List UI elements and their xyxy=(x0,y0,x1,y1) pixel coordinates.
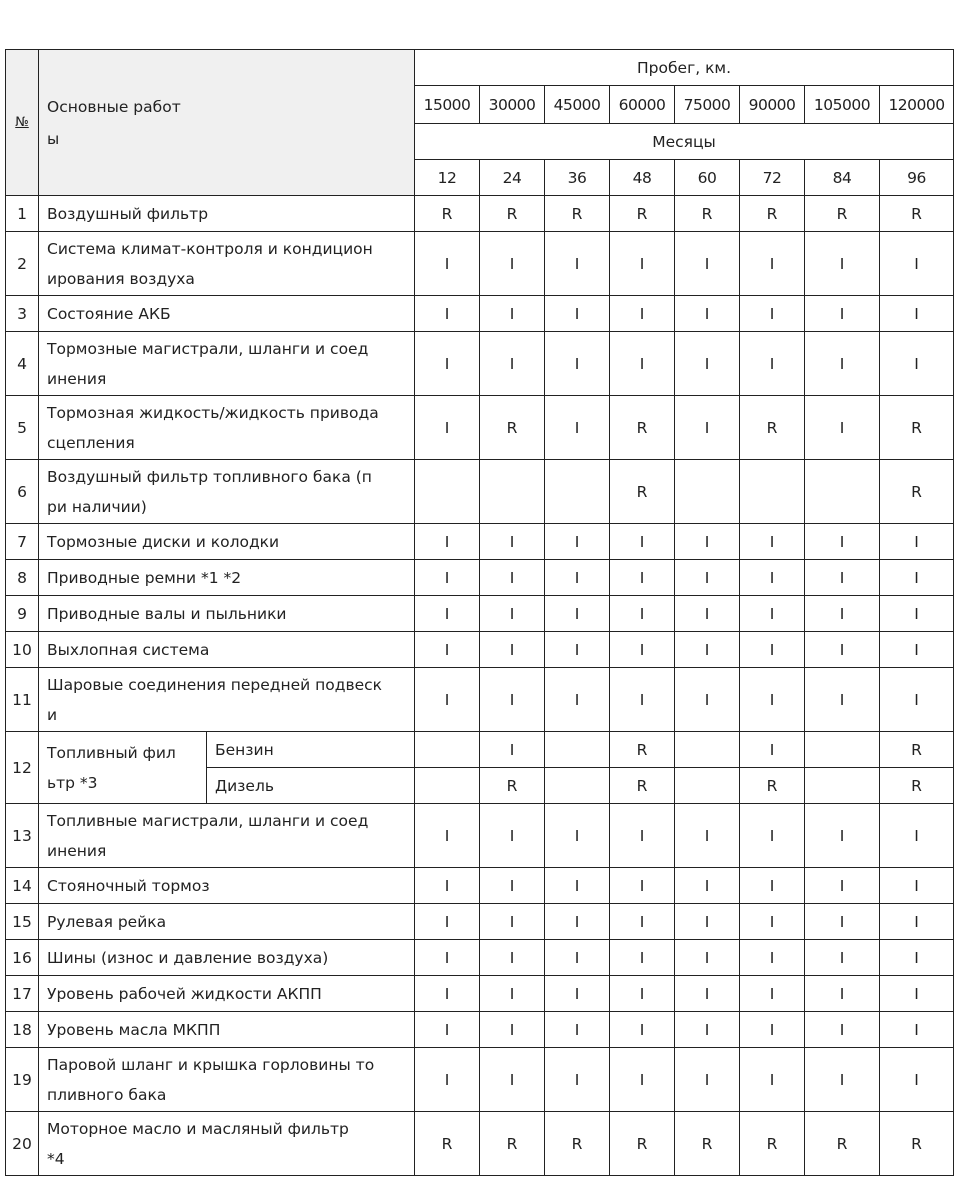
schedule-value: I xyxy=(740,976,805,1012)
schedule-value: R xyxy=(805,1112,880,1176)
schedule-value: I xyxy=(610,940,675,976)
work-name: Уровень масла МКПП xyxy=(39,1012,415,1048)
schedule-value: R xyxy=(545,196,610,232)
schedule-value: I xyxy=(740,804,805,868)
schedule-value xyxy=(675,732,740,768)
schedule-value xyxy=(675,768,740,804)
table-row xyxy=(6,332,954,396)
work-name: Паровой шланг и крышка горловины то пливного бака xyxy=(39,1048,415,1112)
table-row xyxy=(6,596,954,632)
work-name: Тормозные магистрали, шланги и соед инения xyxy=(39,332,415,396)
schedule-value: I xyxy=(740,940,805,976)
schedule-value: R xyxy=(480,396,545,460)
schedule-value: R xyxy=(880,196,954,232)
table-row xyxy=(6,460,954,524)
schedule-value: R xyxy=(740,196,805,232)
schedule-value: I xyxy=(545,596,610,632)
schedule-value xyxy=(675,460,740,524)
schedule-value: I xyxy=(880,632,954,668)
works-header xyxy=(39,50,415,196)
table-row xyxy=(6,732,954,768)
work-name: Шаровые соединения передней подвеск и xyxy=(39,668,415,732)
row-number: 18 xyxy=(6,1012,39,1048)
work-name: Система климат-контроля и кондицион ирования воздуха xyxy=(39,232,415,296)
schedule-value: I xyxy=(415,596,480,632)
schedule-value: R xyxy=(480,196,545,232)
months-col-1: 12 xyxy=(415,160,480,196)
mileage-col-7: 105000 xyxy=(805,86,880,124)
schedule-value: I xyxy=(740,1012,805,1048)
schedule-value: I xyxy=(545,524,610,560)
schedule-value: I xyxy=(545,296,610,332)
fuel-type: Дизель xyxy=(207,768,415,804)
schedule-value: R xyxy=(740,1112,805,1176)
schedule-value: I xyxy=(480,868,545,904)
schedule-value: R xyxy=(610,460,675,524)
schedule-value: I xyxy=(675,396,740,460)
number-header: № xyxy=(6,50,39,196)
schedule-value: I xyxy=(415,904,480,940)
row-number: 8 xyxy=(6,560,39,596)
schedule-value: I xyxy=(805,976,880,1012)
schedule-value xyxy=(740,460,805,524)
schedule-value: I xyxy=(610,632,675,668)
table-row xyxy=(6,196,954,232)
schedule-value: I xyxy=(545,904,610,940)
schedule-value: R xyxy=(740,768,805,804)
schedule-value: I xyxy=(610,560,675,596)
row-number: 6 xyxy=(6,460,39,524)
schedule-value: I xyxy=(480,560,545,596)
schedule-value: I xyxy=(480,732,545,768)
schedule-value: I xyxy=(740,668,805,732)
schedule-value: I xyxy=(415,396,480,460)
schedule-value xyxy=(805,732,880,768)
schedule-value: I xyxy=(740,232,805,296)
table-row xyxy=(6,1112,954,1176)
months-col-3: 36 xyxy=(545,160,610,196)
work-name: Воздушный фильтр xyxy=(39,196,415,232)
work-name: Тормозные диски и колодки xyxy=(39,524,415,560)
schedule-value xyxy=(480,460,545,524)
work-name: Тормозная жидкость/жидкость привода сцепления xyxy=(39,396,415,460)
schedule-value: I xyxy=(610,332,675,396)
schedule-value: R xyxy=(545,1112,610,1176)
work-name: Шины (износ и давление воздуха) xyxy=(39,940,415,976)
work-name: Топливные магистрали, шланги и соед инения xyxy=(39,804,415,868)
schedule-value: I xyxy=(805,560,880,596)
schedule-value: I xyxy=(480,596,545,632)
schedule-value: I xyxy=(415,940,480,976)
schedule-value: I xyxy=(415,668,480,732)
schedule-value: I xyxy=(805,632,880,668)
schedule-value: R xyxy=(880,396,954,460)
schedule-value: I xyxy=(805,668,880,732)
schedule-value: R xyxy=(880,460,954,524)
schedule-value: R xyxy=(610,1112,675,1176)
schedule-value: I xyxy=(545,232,610,296)
schedule-value: I xyxy=(675,332,740,396)
schedule-value: I xyxy=(415,232,480,296)
schedule-value: I xyxy=(610,524,675,560)
schedule-value: I xyxy=(805,396,880,460)
work-name: Уровень рабочей жидкости АКПП xyxy=(39,976,415,1012)
schedule-value: I xyxy=(415,524,480,560)
schedule-value xyxy=(545,732,610,768)
schedule-value: R xyxy=(740,396,805,460)
table-row xyxy=(6,296,954,332)
schedule-value: R xyxy=(880,768,954,804)
schedule-value: R xyxy=(880,732,954,768)
table-row xyxy=(6,632,954,668)
schedule-value: I xyxy=(545,976,610,1012)
schedule-value: I xyxy=(610,804,675,868)
schedule-value: R xyxy=(480,1112,545,1176)
schedule-value: I xyxy=(740,332,805,396)
mileage-col-6: 90000 xyxy=(740,86,805,124)
schedule-value: I xyxy=(545,560,610,596)
row-number: 10 xyxy=(6,632,39,668)
schedule-value: I xyxy=(740,904,805,940)
schedule-value: I xyxy=(805,940,880,976)
schedule-value: I xyxy=(545,632,610,668)
mileage-header: Пробег, км. xyxy=(415,50,954,86)
schedule-value: I xyxy=(675,524,740,560)
schedule-value: I xyxy=(740,596,805,632)
months-col-7: 84 xyxy=(805,160,880,196)
row-number: 19 xyxy=(6,1048,39,1112)
schedule-value: I xyxy=(880,868,954,904)
schedule-value: I xyxy=(415,296,480,332)
work-name: Приводные ремни *1 *2 xyxy=(39,560,415,596)
schedule-value xyxy=(415,460,480,524)
schedule-value: I xyxy=(415,332,480,396)
schedule-value: R xyxy=(880,1112,954,1176)
schedule-value: I xyxy=(880,524,954,560)
schedule-value: I xyxy=(880,940,954,976)
months-col-2: 24 xyxy=(480,160,545,196)
row-number: 4 xyxy=(6,332,39,396)
schedule-value: I xyxy=(740,560,805,596)
schedule-value: I xyxy=(675,668,740,732)
schedule-value: R xyxy=(610,396,675,460)
schedule-value: I xyxy=(480,1012,545,1048)
schedule-value: R xyxy=(610,732,675,768)
schedule-value: I xyxy=(480,668,545,732)
mileage-col-5: 75000 xyxy=(675,86,740,124)
table-row xyxy=(6,904,954,940)
schedule-value: I xyxy=(480,232,545,296)
schedule-value: R xyxy=(675,1112,740,1176)
schedule-value: I xyxy=(805,804,880,868)
schedule-value: I xyxy=(740,868,805,904)
schedule-value: I xyxy=(880,668,954,732)
schedule-value: I xyxy=(880,296,954,332)
work-name: Выхлопная система xyxy=(39,632,415,668)
schedule-value: I xyxy=(880,560,954,596)
schedule-value: I xyxy=(675,976,740,1012)
months-col-4: 48 xyxy=(610,160,675,196)
row-number: 14 xyxy=(6,868,39,904)
schedule-value: I xyxy=(675,296,740,332)
row-number: 17 xyxy=(6,976,39,1012)
schedule-value: I xyxy=(415,976,480,1012)
schedule-value: I xyxy=(805,868,880,904)
schedule-value: I xyxy=(805,1048,880,1112)
row-number: 11 xyxy=(6,668,39,732)
schedule-value xyxy=(415,768,480,804)
schedule-value: I xyxy=(545,804,610,868)
schedule-value: R xyxy=(480,768,545,804)
schedule-value: I xyxy=(415,1048,480,1112)
schedule-value: I xyxy=(805,1012,880,1048)
schedule-value: I xyxy=(675,560,740,596)
row-number: 20 xyxy=(6,1112,39,1176)
schedule-value: I xyxy=(545,1048,610,1112)
schedule-value: I xyxy=(740,1048,805,1112)
schedule-value: R xyxy=(415,1112,480,1176)
schedule-value: I xyxy=(880,1012,954,1048)
table-row xyxy=(6,940,954,976)
schedule-value: I xyxy=(610,1048,675,1112)
schedule-value: I xyxy=(545,868,610,904)
schedule-value: I xyxy=(545,940,610,976)
schedule-value: I xyxy=(480,632,545,668)
row-number: 5 xyxy=(6,396,39,460)
mileage-col-3: 45000 xyxy=(545,86,610,124)
table-row xyxy=(6,868,954,904)
schedule-value: I xyxy=(480,1048,545,1112)
schedule-value: I xyxy=(740,524,805,560)
months-col-8: 96 xyxy=(880,160,954,196)
schedule-value: I xyxy=(880,596,954,632)
row-number: 3 xyxy=(6,296,39,332)
schedule-value: I xyxy=(740,732,805,768)
schedule-value: I xyxy=(610,868,675,904)
schedule-value: I xyxy=(480,296,545,332)
work-name: Воздушный фильтр топливного бака (п ри наличии) xyxy=(39,460,415,524)
schedule-value: R xyxy=(610,196,675,232)
schedule-value: I xyxy=(610,296,675,332)
schedule-value: I xyxy=(880,1048,954,1112)
schedule-value: I xyxy=(415,560,480,596)
work-name: Рулевая рейка xyxy=(39,904,415,940)
schedule-value: I xyxy=(545,396,610,460)
schedule-value: I xyxy=(805,296,880,332)
row-number: 12 xyxy=(6,732,39,804)
mileage-col-2: 30000 xyxy=(480,86,545,124)
schedule-value: R xyxy=(610,768,675,804)
schedule-value: R xyxy=(675,196,740,232)
schedule-value: I xyxy=(480,904,545,940)
schedule-value: I xyxy=(610,976,675,1012)
schedule-value: I xyxy=(880,804,954,868)
table-row xyxy=(6,560,954,596)
schedule-value: I xyxy=(480,940,545,976)
schedule-value xyxy=(545,768,610,804)
schedule-value: I xyxy=(805,232,880,296)
schedule-value: I xyxy=(675,940,740,976)
table-row xyxy=(6,1048,954,1112)
work-name: Состояние АКБ xyxy=(39,296,415,332)
schedule-value: I xyxy=(675,232,740,296)
schedule-value: R xyxy=(805,196,880,232)
schedule-value: I xyxy=(675,904,740,940)
row-number: 7 xyxy=(6,524,39,560)
mileage-col-1: 15000 xyxy=(415,86,480,124)
table-row xyxy=(6,668,954,732)
table-row xyxy=(6,804,954,868)
schedule-value: I xyxy=(545,1012,610,1048)
row-number: 2 xyxy=(6,232,39,296)
schedule-value: I xyxy=(610,668,675,732)
months-col-6: 72 xyxy=(740,160,805,196)
schedule-value: I xyxy=(610,232,675,296)
schedule-value: I xyxy=(805,524,880,560)
schedule-value: R xyxy=(415,196,480,232)
table-row xyxy=(6,976,954,1012)
schedule-value: I xyxy=(675,1012,740,1048)
schedule-value: I xyxy=(880,904,954,940)
maintenance-schedule-table xyxy=(5,49,954,1176)
schedule-value: I xyxy=(880,332,954,396)
schedule-value: I xyxy=(675,804,740,868)
schedule-value xyxy=(805,460,880,524)
schedule-value: I xyxy=(675,868,740,904)
schedule-value: I xyxy=(675,632,740,668)
schedule-value: I xyxy=(480,804,545,868)
months-header: Месяцы xyxy=(415,124,954,160)
work-name: Топливный фил ьтр *3 xyxy=(39,732,207,804)
row-number: 13 xyxy=(6,804,39,868)
schedule-value: I xyxy=(740,632,805,668)
schedule-value: I xyxy=(880,976,954,1012)
schedule-value: I xyxy=(805,332,880,396)
schedule-value: I xyxy=(545,332,610,396)
row-number: 15 xyxy=(6,904,39,940)
fuel-type: Бензин xyxy=(207,732,415,768)
work-name: Стояночный тормоз xyxy=(39,868,415,904)
schedule-value: I xyxy=(675,596,740,632)
works-header-text: Основные работ ы xyxy=(47,97,181,148)
schedule-value xyxy=(805,768,880,804)
schedule-value: I xyxy=(545,668,610,732)
schedule-value xyxy=(415,732,480,768)
mileage-col-8: 120000 xyxy=(880,86,954,124)
table-row xyxy=(6,232,954,296)
table-row xyxy=(6,1012,954,1048)
work-name: Приводные валы и пыльники xyxy=(39,596,415,632)
schedule-value: I xyxy=(880,232,954,296)
schedule-value: I xyxy=(610,596,675,632)
schedule-value: I xyxy=(480,976,545,1012)
work-name: Моторное масло и масляный фильтр *4 xyxy=(39,1112,415,1176)
mileage-col-4: 60000 xyxy=(610,86,675,124)
schedule-value: I xyxy=(805,596,880,632)
schedule-value: I xyxy=(415,804,480,868)
row-number: 1 xyxy=(6,196,39,232)
table-row xyxy=(6,524,954,560)
row-number: 9 xyxy=(6,596,39,632)
schedule-value: I xyxy=(610,904,675,940)
schedule-value: I xyxy=(480,332,545,396)
schedule-value: I xyxy=(805,904,880,940)
schedule-value: I xyxy=(415,868,480,904)
schedule-value: I xyxy=(740,296,805,332)
row-number: 16 xyxy=(6,940,39,976)
schedule-value: I xyxy=(415,632,480,668)
schedule-value: I xyxy=(675,1048,740,1112)
months-col-5: 60 xyxy=(675,160,740,196)
schedule-value: I xyxy=(610,1012,675,1048)
schedule-value xyxy=(545,460,610,524)
schedule-value: I xyxy=(480,524,545,560)
schedule-value: I xyxy=(415,1012,480,1048)
schedule-body xyxy=(6,196,954,1176)
table-row xyxy=(6,396,954,460)
